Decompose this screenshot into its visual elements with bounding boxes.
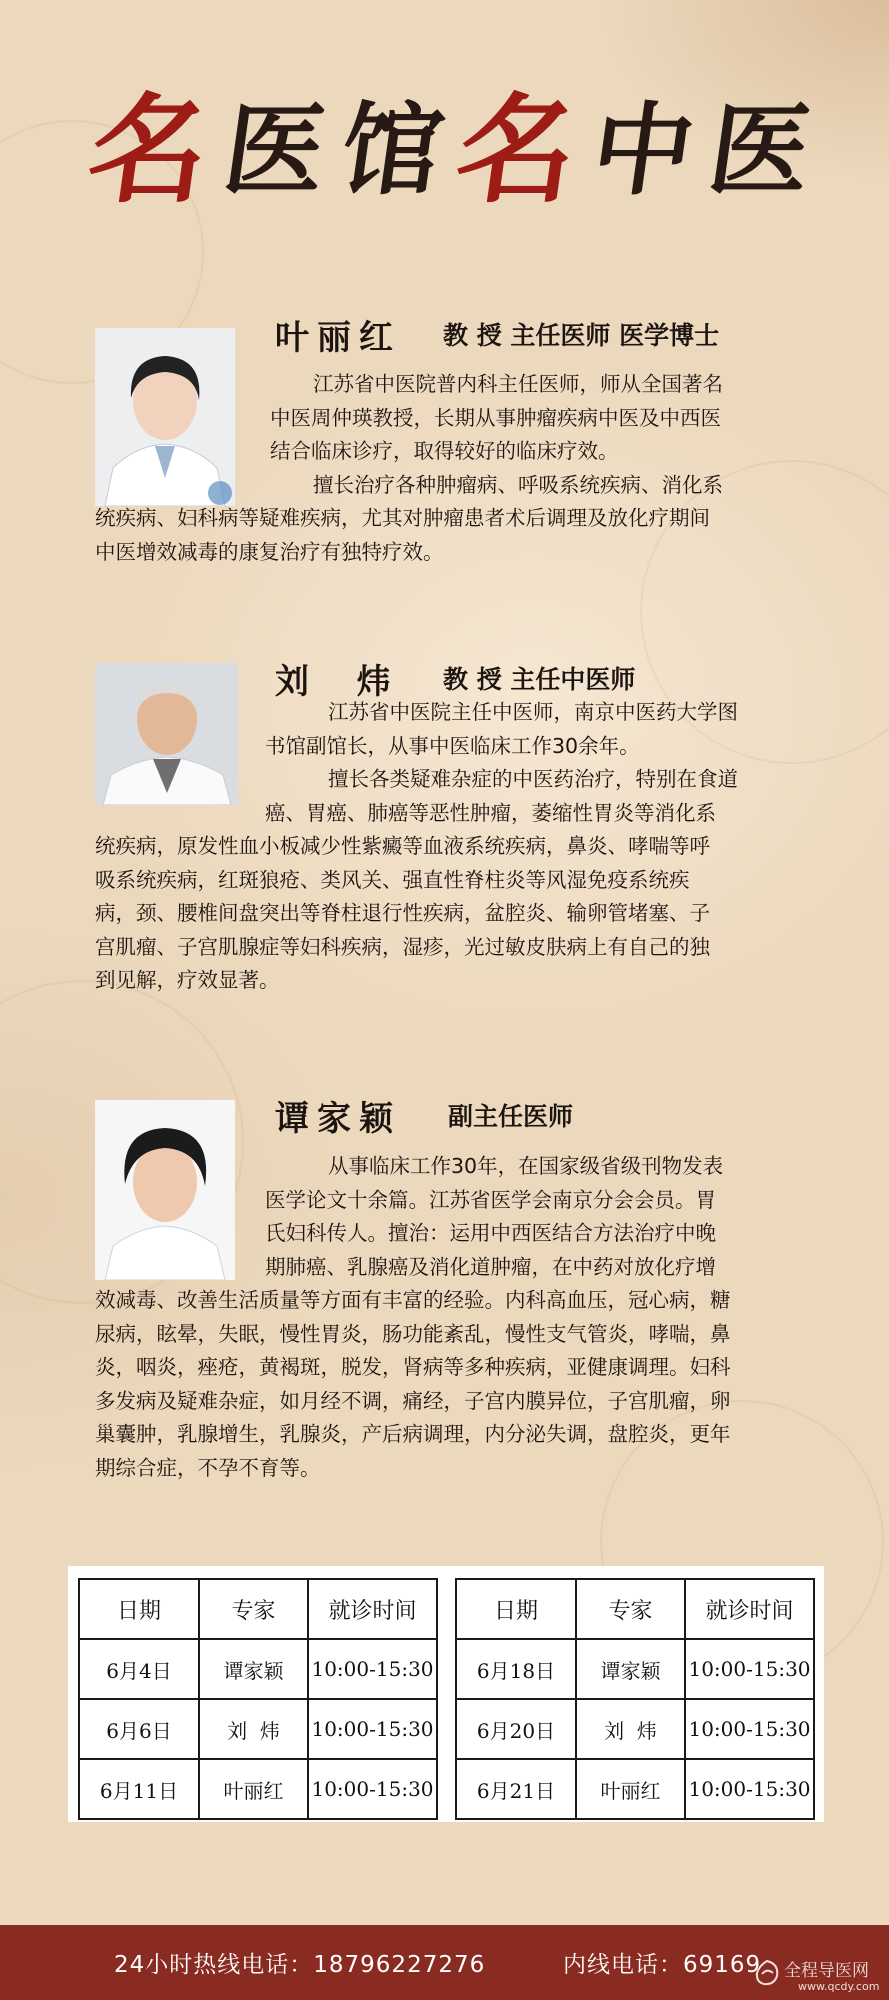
header-date: 日期 [79,1579,199,1639]
doctor-bio [95,368,800,569]
bio-line: 中医周仲瑛教授，长期从事肿瘤疾病中医及中西医 [270,405,721,430]
cell-time: 10:00-15:30 [308,1639,437,1699]
cell-expert: 叶丽红 [576,1759,685,1819]
cell-date: 6月11日 [79,1759,199,1819]
title-char: 名 [80,80,218,219]
bio-line: 氏妇科传人。擅治：运用中西医结合方法治疗中晚 [265,1221,716,1245]
cell-expert: 谭家颖 [199,1639,308,1699]
table-row [456,1759,814,1819]
cell-expert: 刘 炜 [199,1699,308,1759]
table-row [79,1699,437,1759]
bio-line: 书馆副馆长，从事中医临床工作30余年。 [265,733,640,758]
bio-line: 统疾病，原发性血小板减少性紫癜等血液系统疾病，鼻炎、哮喘等呼 [95,834,710,858]
doctor-title: 副主任医师 [448,1102,574,1131]
bio-line: 期综合症，不孕不育等。 [95,1455,321,1480]
table-header-row [456,1579,814,1639]
cell-time: 10:00-15:30 [685,1759,814,1819]
header-expert: 专家 [576,1579,685,1639]
watermark-logo-icon [752,1958,782,1988]
title-char: 医 [701,91,819,209]
bio-line: 期肺癌、乳腺癌及消化道肿瘤，在中药对放化疗增 [265,1254,716,1279]
watermark [750,1950,889,2000]
bio-line: 效减毒、改善生活质量等方面有丰富的经验。内科高血压，冠心病，糖 [95,1288,731,1312]
title-char: 名 [448,80,587,219]
doctor-bio [95,696,800,998]
schedule-panel [68,1566,824,1822]
bio-line: 宫肌瘤、子宫肌腺症等妇科疾病，湿疹，光过敏皮肤病上有自己的独 [95,934,710,959]
bio-line: 江苏省中医院普内科主任医师，师从全国著名 [313,372,723,396]
title-char: 医 [216,91,334,209]
cell-time: 10:00-15:30 [685,1639,814,1699]
cell-time: 10:00-15:30 [308,1759,437,1819]
cell-time: 10:00-15:30 [685,1699,814,1759]
bio-line: 病，颈、腰椎间盘突出等脊柱退行性疾病，盆腔炎、输卵管堵塞、子 [95,901,710,925]
doctor-name: 刘 炜 [275,662,399,702]
bio-line: 炎，咽炎，痤疮，黄褐斑，脱发，肾病等多种疾病，亚健康调理。妇科 [95,1355,731,1379]
table-row [79,1759,437,1819]
page-title [80,80,819,220]
cell-date: 6月20日 [456,1699,576,1759]
title-char: 中 [584,91,702,209]
schedule-table-right [455,1578,815,1820]
bio-line: 擅长治疗各种肿瘤病、呼吸系统疾病、消化系 [313,472,723,497]
cell-date: 6月18日 [456,1639,576,1699]
bio-line: 结合临床诊疗，取得较好的临床疗效。 [270,439,619,463]
bio-line: 医学论文十余篇。江苏省医学会南京分会会员。胃 [265,1187,716,1212]
schedule-table-left [78,1578,438,1820]
cell-date: 6月4日 [79,1639,199,1699]
table-row [456,1639,814,1699]
bio-line: 统疾病、妇科病等疑难疾病，尤其对肿瘤患者术后调理及放化疗期间 [95,506,710,530]
bio-line: 巢囊肿，乳腺增生，乳腺炎，产后病调理，内分泌失调，盘腔炎，更年 [95,1422,731,1446]
table-header-row [79,1579,437,1639]
header-time: 就诊时间 [308,1579,437,1639]
doctor-name: 叶丽红 [275,318,401,358]
bio-line: 擅长各类疑难杂症的中医药治疗，特别在食道 [328,767,738,791]
bio-line: 从事临床工作30年，在国家级省级刊物发表 [328,1154,724,1178]
table-row [79,1639,437,1699]
bio-line: 尿病，眩晕，失眠，慢性胃炎，肠功能紊乱，慢性支气管炎，哮喘，鼻 [95,1321,731,1346]
doctor-name: 谭家颖 [275,1099,401,1139]
cell-time: 10:00-15:30 [308,1699,437,1759]
bio-line: 江苏省中医院主任中医师，南京中医药大学图 [328,700,738,724]
table-row [456,1699,814,1759]
cell-date: 6月6日 [79,1699,199,1759]
extension-phone: 内线电话：69169 [563,1952,762,1978]
cell-date: 6月21日 [456,1759,576,1819]
bio-line: 吸系统疾病，红斑狼疮、类风关、强直性脊柱炎等风湿免疫系统疾 [95,867,690,892]
watermark-url: www.qcdy.com [798,1980,880,1993]
cell-expert: 谭家颖 [576,1639,685,1699]
header-time: 就诊时间 [685,1579,814,1639]
doctor-bio [95,1150,800,1485]
header-expert: 专家 [199,1579,308,1639]
cell-expert: 刘 炜 [576,1699,685,1759]
doctor-title: 教 授 主任中医师 [443,665,636,694]
cell-expert: 叶丽红 [199,1759,308,1819]
bio-line: 多发病及疑难杂症，如月经不调，痛经，子宫内膜异位，子宫肌瘤，卵 [95,1388,731,1413]
header-date: 日期 [456,1579,576,1639]
title-char: 馆 [333,91,450,209]
watermark-text: 全程导医网 [784,1961,869,1981]
bio-line: 中医增效减毒的康复治疗有独特疗效。 [95,539,444,564]
bio-line: 到见解，疗效显著。 [95,968,280,992]
bio-line: 癌、胃癌、肺癌等恶性肿瘤，萎缩性胃炎等消化系 [265,800,716,825]
doctor-title: 教 授 主任医师 医学博士 [443,321,720,350]
hotline-phone: 24小时热线电话：18796227276 [114,1952,486,1978]
